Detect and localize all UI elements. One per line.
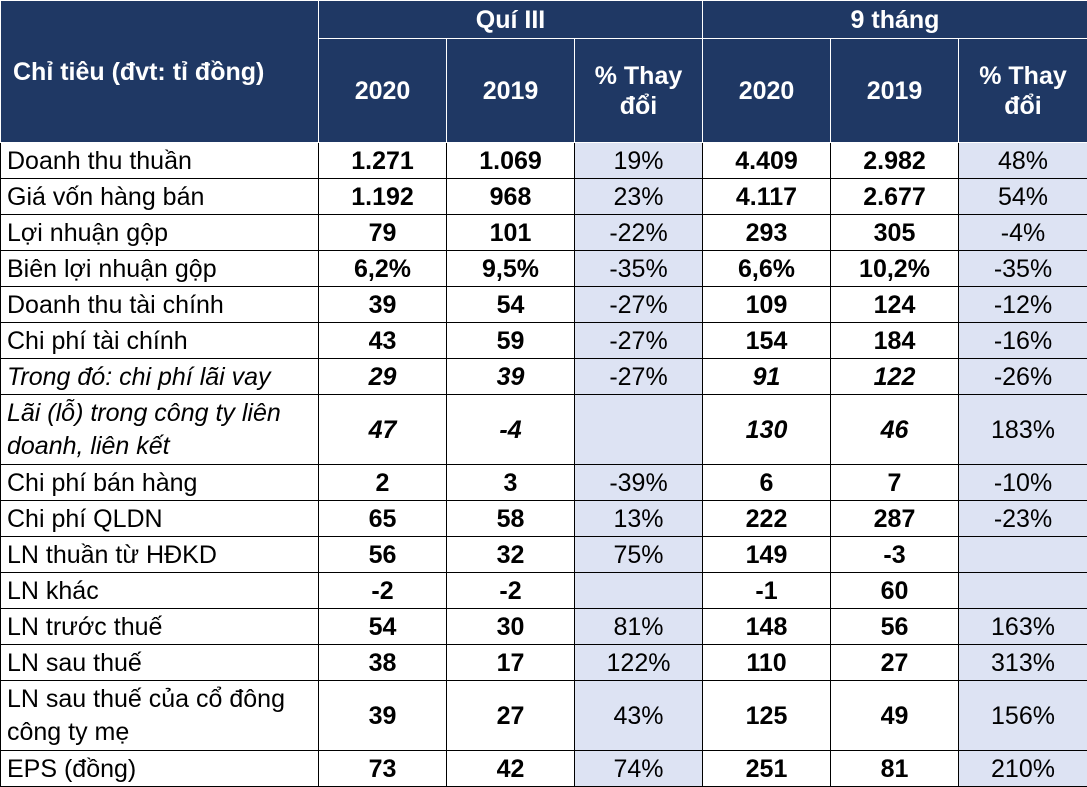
nine-month-2019-value: 10,2% (831, 251, 959, 287)
q3-2020-value: 73 (319, 751, 447, 787)
nine-month-2020-value: 125 (703, 681, 831, 751)
nine-month-change-value: 163% (959, 609, 1087, 645)
q3-change-value (575, 573, 703, 609)
q3-2019-value: 9,5% (447, 251, 575, 287)
q3-2020-header: 2020 (319, 39, 447, 143)
nine-month-change-value: 156% (959, 681, 1087, 751)
nine-month-2020-value: 154 (703, 323, 831, 359)
nine-month-change-value: -10% (959, 465, 1087, 501)
q3-2020-value: 54 (319, 609, 447, 645)
row-label: Doanh thu tài chính (1, 287, 319, 323)
nine-month-change-value: -4% (959, 215, 1087, 251)
q3-change-value: -27% (575, 287, 703, 323)
table-row (1, 645, 1087, 681)
nine-month-2019-value: 2.982 (831, 143, 959, 179)
nine-month-change-value: -23% (959, 501, 1087, 537)
nine-month-2020-header: 2020 (703, 39, 831, 143)
nine-month-2019-value: 49 (831, 681, 959, 751)
row-label: Giá vốn hàng bán (1, 179, 319, 215)
nine-month-group-header: 9 tháng (703, 1, 1087, 39)
q3-2020-value: 1.271 (319, 143, 447, 179)
q3-2019-value: 101 (447, 215, 575, 251)
table-row (1, 287, 1087, 323)
q3-change-header: % Thay đổi (575, 39, 703, 143)
nine-month-2020-value: 251 (703, 751, 831, 787)
q3-2019-value: 39 (447, 359, 575, 395)
q3-2020-value: 2 (319, 465, 447, 501)
nine-month-2019-value: 81 (831, 751, 959, 787)
nine-month-change-value: -16% (959, 323, 1087, 359)
table-row (1, 251, 1087, 287)
nine-month-2019-value: 7 (831, 465, 959, 501)
nine-month-2020-value: 6,6% (703, 251, 831, 287)
nine-month-2019-value: 60 (831, 573, 959, 609)
nine-month-2019-value: 27 (831, 645, 959, 681)
table-row (1, 179, 1087, 215)
table-row (1, 215, 1087, 251)
table-row (1, 751, 1087, 787)
q3-2020-value: 6,2% (319, 251, 447, 287)
q3-2020-value: 47 (319, 395, 447, 465)
nine-month-2020-value: 110 (703, 645, 831, 681)
nine-month-2019-header: 2019 (831, 39, 959, 143)
q3-change-value (575, 395, 703, 465)
q3-change-value: -35% (575, 251, 703, 287)
nine-month-2020-value: 4.117 (703, 179, 831, 215)
q3-change-value: -22% (575, 215, 703, 251)
nine-month-change-value: -12% (959, 287, 1087, 323)
row-label: LN khác (1, 573, 319, 609)
nine-month-2020-value: 109 (703, 287, 831, 323)
q3-2019-value: 3 (447, 465, 575, 501)
q3-2020-value: 38 (319, 645, 447, 681)
nine-month-2019-value: 2.677 (831, 179, 959, 215)
nine-month-change-value: -26% (959, 359, 1087, 395)
row-label: Doanh thu thuần (1, 143, 319, 179)
q3-2019-value: 968 (447, 179, 575, 215)
q3-2019-value: -2 (447, 573, 575, 609)
row-label: Lợi nhuận gộp (1, 215, 319, 251)
q3-change-value: -27% (575, 323, 703, 359)
q3-2020-value: 79 (319, 215, 447, 251)
nine-month-change-value (959, 573, 1087, 609)
nine-month-change-value: 48% (959, 143, 1087, 179)
q3-2020-value: 39 (319, 287, 447, 323)
row-label: Trong đó: chi phí lãi vay (1, 359, 319, 395)
nine-month-2019-value: 305 (831, 215, 959, 251)
q3-2019-value: -4 (447, 395, 575, 465)
header-group-row (1, 1, 1087, 39)
table-row (1, 143, 1087, 179)
q3-change-value: 75% (575, 537, 703, 573)
q3-change-value: -39% (575, 465, 703, 501)
q3-2019-header: 2019 (447, 39, 575, 143)
q3-change-value: 13% (575, 501, 703, 537)
q3-2019-value: 54 (447, 287, 575, 323)
nine-month-2020-value: 130 (703, 395, 831, 465)
nine-month-2020-value: 4.409 (703, 143, 831, 179)
q3-change-value: -27% (575, 359, 703, 395)
q3-2019-value: 58 (447, 501, 575, 537)
nine-month-2019-value: 46 (831, 395, 959, 465)
q3-2019-value: 42 (447, 751, 575, 787)
row-label: Biên lợi nhuận gộp (1, 251, 319, 287)
table-row (1, 501, 1087, 537)
table-row (1, 537, 1087, 573)
nine-month-2020-value: 91 (703, 359, 831, 395)
q3-2020-value: 65 (319, 501, 447, 537)
table-row (1, 359, 1087, 395)
nine-month-2019-value: 184 (831, 323, 959, 359)
q3-2020-value: -2 (319, 573, 447, 609)
q3-change-value: 19% (575, 143, 703, 179)
q3-change-value: 23% (575, 179, 703, 215)
nine-month-2019-value: 124 (831, 287, 959, 323)
row-label: LN thuần từ HĐKD (1, 537, 319, 573)
q3-2019-value: 17 (447, 645, 575, 681)
q3-change-value: 43% (575, 681, 703, 751)
nine-month-change-value: 54% (959, 179, 1087, 215)
nine-month-change-header: % Thay đổi (959, 39, 1087, 143)
row-label: EPS (đồng) (1, 751, 319, 787)
table-row (1, 323, 1087, 359)
table-row (1, 465, 1087, 501)
row-label: LN sau thuế của cổ đông công ty mẹ (1, 681, 319, 751)
row-label: Chi phí tài chính (1, 323, 319, 359)
q3-2019-value: 27 (447, 681, 575, 751)
nine-month-2019-value: -3 (831, 537, 959, 573)
nine-month-2020-value: -1 (703, 573, 831, 609)
nine-month-2020-value: 222 (703, 501, 831, 537)
q3-2020-value: 39 (319, 681, 447, 751)
row-label: LN trước thuế (1, 609, 319, 645)
nine-month-change-value: -35% (959, 251, 1087, 287)
q3-group-header: Quí III (319, 1, 703, 39)
row-label: Chi phí QLDN (1, 501, 319, 537)
q3-change-value: 74% (575, 751, 703, 787)
q3-2020-value: 56 (319, 537, 447, 573)
nine-month-2020-value: 148 (703, 609, 831, 645)
nine-month-2019-value: 122 (831, 359, 959, 395)
row-label: Chi phí bán hàng (1, 465, 319, 501)
q3-2020-value: 1.192 (319, 179, 447, 215)
nine-month-change-value: 183% (959, 395, 1087, 465)
table-row (1, 573, 1087, 609)
row-label: LN sau thuế (1, 645, 319, 681)
nine-month-2020-value: 6 (703, 465, 831, 501)
table-body (1, 143, 1087, 787)
nine-month-change-value (959, 537, 1087, 573)
nine-month-change-value: 210% (959, 751, 1087, 787)
nine-month-2019-value: 287 (831, 501, 959, 537)
table-row (1, 609, 1087, 645)
nine-month-2019-value: 56 (831, 609, 959, 645)
q3-change-value: 81% (575, 609, 703, 645)
q3-2020-value: 43 (319, 323, 447, 359)
q3-2019-value: 59 (447, 323, 575, 359)
nine-month-change-value: 313% (959, 645, 1087, 681)
table-row (1, 395, 1087, 465)
table-row (1, 681, 1087, 751)
nine-month-2020-value: 293 (703, 215, 831, 251)
table-header (1, 1, 1087, 143)
q3-2020-value: 29 (319, 359, 447, 395)
q3-2019-value: 30 (447, 609, 575, 645)
nine-month-2020-value: 149 (703, 537, 831, 573)
q3-2019-value: 1.069 (447, 143, 575, 179)
q3-2019-value: 32 (447, 537, 575, 573)
indicator-header: Chỉ tiêu (đvt: tỉ đồng) (1, 1, 319, 143)
row-label: Lãi (lỗ) trong công ty liên doanh, liên kết (1, 395, 319, 465)
q3-change-value: 122% (575, 645, 703, 681)
